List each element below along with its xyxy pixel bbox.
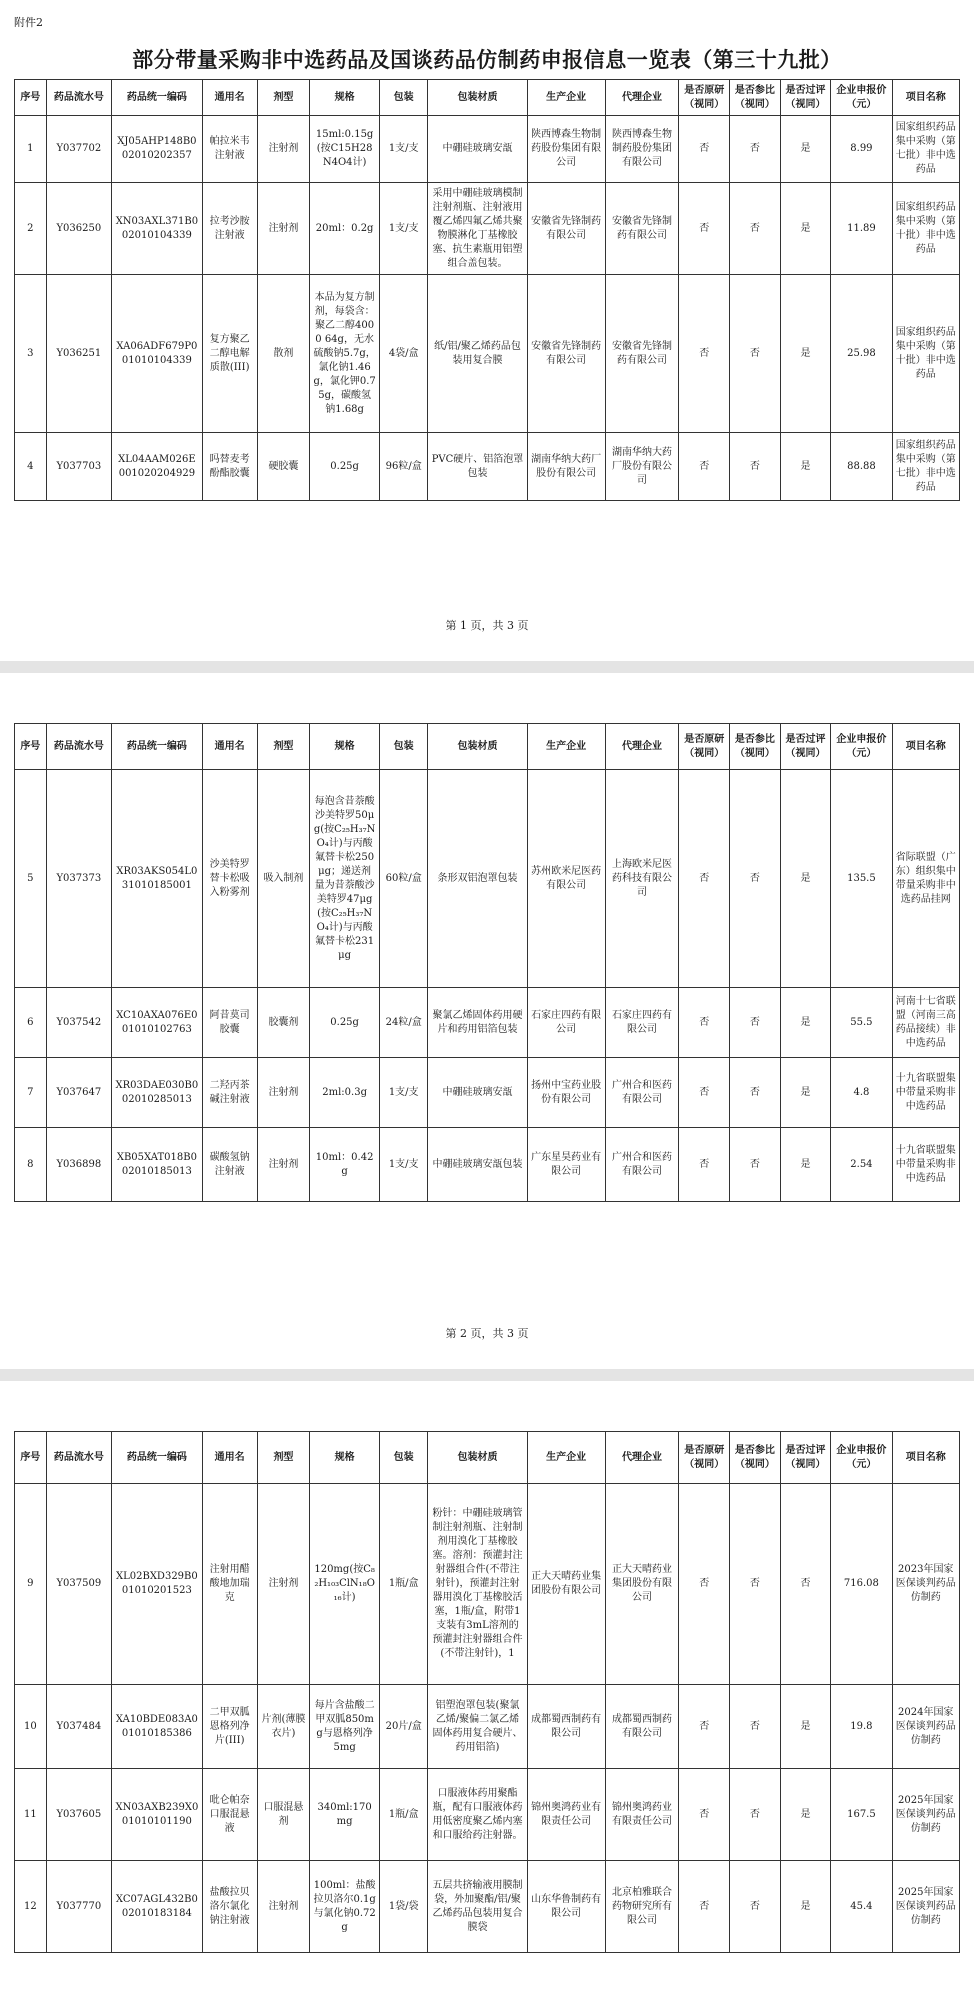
table-cell: 是	[780, 275, 831, 433]
column-header: 是否参比（视同）	[730, 724, 781, 770]
table-cell: 每片含盐酸二甲双胍850mg与恩格列净5mg	[310, 1685, 380, 1769]
table-cell: XA10BDE083A001010185386	[112, 1685, 203, 1769]
table-cell: 0.25g	[310, 433, 380, 501]
page-separator	[0, 661, 974, 673]
table-cell: 8	[15, 1128, 47, 1202]
table-cell: 聚氯乙烯固体药用硬片和药用铝箔包装	[428, 988, 527, 1058]
table-cell: 3	[15, 275, 47, 433]
table-cell: 锦州奥鸿药业有限责任公司	[605, 1769, 679, 1861]
column-header: 生产企业	[527, 80, 605, 116]
table-row	[15, 988, 960, 1058]
table-cell: 注射剂	[257, 1058, 310, 1128]
table-cell: 4袋/盒	[379, 275, 428, 433]
table-cell: 2023年国家医保谈判药品仿制药	[892, 1484, 960, 1685]
column-header: 序号	[15, 80, 47, 116]
table-cell: 注射剂	[257, 116, 310, 183]
table-cell: XB05XAT018B002010185013	[112, 1128, 203, 1202]
column-header: 是否参比（视同）	[730, 1432, 781, 1484]
table-cell: 1支/支	[379, 1128, 428, 1202]
table-cell: 55.5	[831, 988, 892, 1058]
table-cell: 碳酸氢钠注射液	[202, 1128, 257, 1202]
table-cell: XC07AGL432B002010183184	[112, 1861, 203, 1953]
table-cell: 否	[730, 116, 781, 183]
table-cell: 167.5	[831, 1769, 892, 1861]
table-cell: 吡仑帕奈口服混悬液	[202, 1769, 257, 1861]
table-cell: 否	[679, 183, 730, 275]
column-header: 包装	[379, 1432, 428, 1484]
table-cell: 湖南华纳大药厂股份有限公司	[527, 433, 605, 501]
column-header: 包装	[379, 724, 428, 770]
table-cell: 4.8	[831, 1058, 892, 1128]
table-cell: 1瓶/盒	[379, 1769, 428, 1861]
table-cell: 5	[15, 770, 47, 988]
table-header-row	[15, 724, 960, 770]
table-cell: 否	[730, 988, 781, 1058]
table-cell: 45.4	[831, 1861, 892, 1953]
table-cell: 每泡含昔萘酸沙美特罗50μg(按C₂₅H₃₇NO₄计)与丙酸氟替卡松250μg；递送剂量为昔萘酸沙美特罗47μg(按C₂₅H₃₇NO₄计)与丙酸氟替卡松231μg	[310, 770, 380, 988]
column-header: 包装材质	[428, 724, 527, 770]
table-cell: 国家组织药品集中采购（第七批）非中选药品	[892, 116, 960, 183]
table-cell: 石家庄四药有限公司	[527, 988, 605, 1058]
table-cell: 口服液体药用聚酯瓶，配有口服液体药用低密度聚乙烯内塞和口服给药注射器。	[428, 1769, 527, 1861]
table-cell: 是	[780, 1128, 831, 1202]
table-cell: XL04AAM026E001020204929	[112, 433, 203, 501]
table-cell: 国家组织药品集中采购（第十批）非中选药品	[892, 183, 960, 275]
table-cell: 60粒/盒	[379, 770, 428, 988]
table-cell: 是	[780, 1685, 831, 1769]
table-cell: 2.54	[831, 1128, 892, 1202]
drug-table-page-1	[14, 79, 960, 501]
table-row	[15, 275, 960, 433]
table-cell: Y037542	[46, 988, 111, 1058]
table-cell: Y037509	[46, 1484, 111, 1685]
table-cell: 是	[780, 1058, 831, 1128]
table-cell: 粉针：中硼硅玻璃管制注射剂瓶、注射制剂用溴化丁基橡胶塞。溶剂：预灌封注射器组合件(不带注射针)，预灌封注射器用溴化丁基橡胶活塞，1瓶/盒，附带1支装有3mL溶剂的预灌封注射器组合件(不带注射针)，1	[428, 1484, 527, 1685]
column-header: 代理企业	[605, 724, 679, 770]
table-cell: 盐酸拉贝洛尔氯化钠注射液	[202, 1861, 257, 1953]
page-number: 第 1 页，共 3 页	[445, 619, 529, 632]
table-cell: 24粒/盒	[379, 988, 428, 1058]
table-cell: 7	[15, 1058, 47, 1128]
table-cell: 4	[15, 433, 47, 501]
table-cell: 否	[730, 1058, 781, 1128]
table-cell: Y037484	[46, 1685, 111, 1769]
table-cell: 注射用醋酸地加瑞克	[202, 1484, 257, 1685]
table-cell: 条形双铝泡罩包装	[428, 770, 527, 988]
table-cell: Y037702	[46, 116, 111, 183]
table-cell: 二羟丙茶碱注射液	[202, 1058, 257, 1128]
table-cell: 否	[730, 1861, 781, 1953]
column-header: 项目名称	[892, 1432, 960, 1484]
table-cell: 否	[730, 1128, 781, 1202]
column-header: 是否过评（视同）	[780, 724, 831, 770]
column-header: 包装材质	[428, 1432, 527, 1484]
table-cell: Y037605	[46, 1769, 111, 1861]
table-cell: Y037770	[46, 1861, 111, 1953]
column-header: 药品统一编码	[112, 80, 203, 116]
table-cell: 否	[679, 433, 730, 501]
column-header: 生产企业	[527, 1432, 605, 1484]
table-cell: 2024年国家医保谈判药品仿制药	[892, 1685, 960, 1769]
column-header: 药品流水号	[46, 1432, 111, 1484]
table-cell: 否	[679, 275, 730, 433]
table-cell: XL02BXD329B001010201523	[112, 1484, 203, 1685]
table-cell: 2ml:0.3g	[310, 1058, 380, 1128]
table-cell: XA06ADF679P001010104339	[112, 275, 203, 433]
table-cell: 中硼硅玻璃安瓿包装	[428, 1128, 527, 1202]
table-cell: 否	[730, 183, 781, 275]
column-header: 规格	[310, 1432, 380, 1484]
table-cell: 吸入制剂	[257, 770, 310, 988]
drug-table-page-2	[14, 723, 960, 1202]
table-cell: 苏州欧米尼医药有限公司	[527, 770, 605, 988]
table-cell: 省际联盟（广东）组织集中带量采购非中选药品挂网	[892, 770, 960, 988]
table-cell: PVC硬片、铝箔泡罩包装	[428, 433, 527, 501]
column-header: 生产企业	[527, 724, 605, 770]
table-cell: 安徽省先锋制药有限公司	[527, 275, 605, 433]
table-cell: XR03AKS054L031010185001	[112, 770, 203, 988]
table-row	[15, 770, 960, 988]
table-cell: 沙美特罗替卡松吸入粉雾剂	[202, 770, 257, 988]
table-cell: 注射剂	[257, 183, 310, 275]
table-cell: 1支/支	[379, 1058, 428, 1128]
table-cell: 正大天晴药业集团股份有限公司	[605, 1484, 679, 1685]
table-cell: 纸/铝/聚乙烯药品包装用复合膜	[428, 275, 527, 433]
table-cell: 2	[15, 183, 47, 275]
table-cell: 成都蜀西制药有限公司	[527, 1685, 605, 1769]
table-cell: 广东星昊药业有限公司	[527, 1128, 605, 1202]
table-cell: 铝塑泡罩包装(聚氯乙烯/聚偏二氯乙烯固体药用复合硬片、药用铝箔)	[428, 1685, 527, 1769]
table-cell: 否	[730, 1769, 781, 1861]
table-cell: 1支/支	[379, 183, 428, 275]
table-cell: 1支/支	[379, 116, 428, 183]
column-header: 药品流水号	[46, 80, 111, 116]
table-cell: Y036251	[46, 275, 111, 433]
column-header: 药品统一编码	[112, 1432, 203, 1484]
column-header: 包装材质	[428, 80, 527, 116]
table-cell: 中硼硅玻璃安瓿	[428, 116, 527, 183]
table-cell: 北京柏雅联合药物研究所有限公司	[605, 1861, 679, 1953]
table-row	[15, 1128, 960, 1202]
table-cell: 8.99	[831, 116, 892, 183]
drug-table-page-3	[14, 1431, 960, 1953]
table-row	[15, 1861, 960, 1953]
table-cell: 10ml：0.42g	[310, 1128, 380, 1202]
table-cell: 是	[780, 1769, 831, 1861]
table-cell: 88.88	[831, 433, 892, 501]
table-cell: Y037647	[46, 1058, 111, 1128]
column-header: 通用名	[202, 1432, 257, 1484]
table-header-row	[15, 80, 960, 116]
table-cell: 本品为复方制剂，每袋含：聚乙二醇4000 64g，无水硫酸钠5.7g，氯化钠1.46g，氯化钾0.75g，碳酸氢钠1.68g	[310, 275, 380, 433]
table-cell: 是	[780, 988, 831, 1058]
column-header: 通用名	[202, 724, 257, 770]
table-cell: 是	[780, 1861, 831, 1953]
table-cell: 二甲双胍恩格列净片(III)	[202, 1685, 257, 1769]
table-cell: 否	[679, 1861, 730, 1953]
table-cell: 6	[15, 988, 47, 1058]
table-cell: 否	[679, 1128, 730, 1202]
table-cell: 广州合和医药有限公司	[605, 1128, 679, 1202]
page-number: 第 2 页，共 3 页	[445, 1327, 529, 1340]
table-cell: 10	[15, 1685, 47, 1769]
table-cell: 否	[679, 988, 730, 1058]
column-header: 企业申报价（元）	[831, 724, 892, 770]
table-cell: 11.89	[831, 183, 892, 275]
column-header: 药品统一编码	[112, 724, 203, 770]
table-cell: 拉考沙胺注射液	[202, 183, 257, 275]
table-cell: 片剂(薄膜衣片)	[257, 1685, 310, 1769]
table-cell: 锦州奥鸿药业有限责任公司	[527, 1769, 605, 1861]
table-cell: 100ml：盐酸拉贝洛尔0.1g与氯化钠0.72g	[310, 1861, 380, 1953]
table-cell: 9	[15, 1484, 47, 1685]
column-header: 剂型	[257, 1432, 310, 1484]
column-header: 企业申报价（元）	[831, 1432, 892, 1484]
table-cell: 否	[730, 275, 781, 433]
table-cell: 否	[730, 770, 781, 988]
table-cell: 注射剂	[257, 1861, 310, 1953]
table-cell: 否	[679, 1769, 730, 1861]
table-cell: 国家组织药品集中采购（第七批）非中选药品	[892, 433, 960, 501]
table-row	[15, 1769, 960, 1861]
table-cell: 否	[780, 1484, 831, 1685]
table-cell: 散剂	[257, 275, 310, 433]
table-row	[15, 116, 960, 183]
table-row	[15, 1058, 960, 1128]
table-cell: 25.98	[831, 275, 892, 433]
table-cell: Y037373	[46, 770, 111, 988]
table-cell: 湖南华纳大药厂股份有限公司	[605, 433, 679, 501]
table-cell: 硬胶囊	[257, 433, 310, 501]
page-title: 部分带量采购非中选药品及国谈药品仿制药申报信息一览表（第三十九批）	[132, 47, 842, 72]
page-separator	[0, 1369, 974, 1381]
table-cell: Y036250	[46, 183, 111, 275]
table-cell: XJ05AHP148B002010202357	[112, 116, 203, 183]
table-cell: 上海欧米尼医药科技有限公司	[605, 770, 679, 988]
table-cell: 国家组织药品集中采购（第十批）非中选药品	[892, 275, 960, 433]
table-cell: Y037703	[46, 433, 111, 501]
table-cell: 否	[679, 1484, 730, 1685]
table-cell: 十九省联盟集中带量采购非中选药品	[892, 1128, 960, 1202]
table-cell: 否	[730, 1685, 781, 1769]
table-cell: 注射剂	[257, 1484, 310, 1685]
column-header: 项目名称	[892, 724, 960, 770]
column-header: 是否过评（视同）	[780, 80, 831, 116]
table-cell: 正大天晴药业集团股份有限公司	[527, 1484, 605, 1685]
table-cell: 复方聚乙二醇电解质散(III)	[202, 275, 257, 433]
table-row	[15, 1685, 960, 1769]
column-header: 通用名	[202, 80, 257, 116]
column-header: 药品流水号	[46, 724, 111, 770]
table-cell: 广州合和医药有限公司	[605, 1058, 679, 1128]
table-cell: 十九省联盟集中带量采购非中选药品	[892, 1058, 960, 1128]
table-cell: 135.5	[831, 770, 892, 988]
column-header: 是否过评（视同）	[780, 1432, 831, 1484]
column-header: 规格	[310, 724, 380, 770]
table-cell: 河南十七省联盟（河南三高药品接续）非中选药品	[892, 988, 960, 1058]
table-cell: 否	[679, 116, 730, 183]
table-row	[15, 433, 960, 501]
column-header: 代理企业	[605, 80, 679, 116]
attachment-label: 附件2	[14, 16, 43, 29]
column-header: 是否参比（视同）	[730, 80, 781, 116]
column-header: 剂型	[257, 80, 310, 116]
table-cell: 注射剂	[257, 1128, 310, 1202]
table-cell: 是	[780, 433, 831, 501]
table-cell: 安徽省先锋制药有限公司	[605, 275, 679, 433]
table-cell: 0.25g	[310, 988, 380, 1058]
table-cell: XR03DAE030B002010285013	[112, 1058, 203, 1128]
table-cell: 吗替麦考酚酯胶囊	[202, 433, 257, 501]
table-cell: 1袋/袋	[379, 1861, 428, 1953]
table-cell: 安徽省先锋制药有限公司	[605, 183, 679, 275]
table-cell: 否	[679, 1058, 730, 1128]
table-cell: 山东华鲁制药有限公司	[527, 1861, 605, 1953]
column-header: 是否原研（视同）	[679, 1432, 730, 1484]
column-header: 代理企业	[605, 1432, 679, 1484]
table-cell: 120mg(按C₈₂H₁₀₃ClN₁₈O₁₆计)	[310, 1484, 380, 1685]
table-cell: XC10AXA076E001010102763	[112, 988, 203, 1058]
column-header: 规格	[310, 80, 380, 116]
table-cell: 2025年国家医保谈判药品仿制药	[892, 1861, 960, 1953]
table-cell: 1	[15, 116, 47, 183]
table-row	[15, 1484, 960, 1685]
table-cell: 口服混悬剂	[257, 1769, 310, 1861]
table-cell: 是	[780, 116, 831, 183]
column-header: 企业申报价（元）	[831, 80, 892, 116]
column-header: 序号	[15, 724, 47, 770]
table-cell: 扬州中宝药业股份有限公司	[527, 1058, 605, 1128]
table-cell: 采用中硼硅玻璃模制注射剂瓶、注射液用覆乙烯四氟乙烯共聚物膜淋化丁基橡胶塞、抗生素瓶用铝塑组合盖包装。	[428, 183, 527, 275]
table-cell: 340ml:170mg	[310, 1769, 380, 1861]
table-cell: 成都蜀西制药有限公司	[605, 1685, 679, 1769]
table-cell: 帕拉米韦注射液	[202, 116, 257, 183]
column-header: 包装	[379, 80, 428, 116]
table-cell: 阿昔莫司胶囊	[202, 988, 257, 1058]
table-cell: 陕西博森生物制药股份集团有限公司	[605, 116, 679, 183]
table-cell: XN03AXB239X001010101190	[112, 1769, 203, 1861]
table-cell: 否	[679, 770, 730, 988]
table-cell: 否	[679, 1685, 730, 1769]
table-cell: 陕西博森生物制药股份集团有限公司	[527, 116, 605, 183]
table-cell: 五层共挤输液用膜制袋，外加聚酯/铝/聚乙烯药品包装用复合膜袋	[428, 1861, 527, 1953]
table-cell: 2025年国家医保谈判药品仿制药	[892, 1769, 960, 1861]
table-cell: 19.8	[831, 1685, 892, 1769]
table-cell: 否	[730, 1484, 781, 1685]
table-cell: 否	[730, 433, 781, 501]
table-cell: 716.08	[831, 1484, 892, 1685]
table-cell: 安徽省先锋制药有限公司	[527, 183, 605, 275]
table-cell: 15ml:0.15g(按C15H28N4O4计)	[310, 116, 380, 183]
table-cell: 96粒/盒	[379, 433, 428, 501]
table-cell: 1瓶/盒	[379, 1484, 428, 1685]
table-cell: 20ml：0.2g	[310, 183, 380, 275]
column-header: 是否原研（视同）	[679, 80, 730, 116]
table-cell: 20片/盒	[379, 1685, 428, 1769]
table-cell: 胶囊剂	[257, 988, 310, 1058]
column-header: 剂型	[257, 724, 310, 770]
table-cell: 是	[780, 770, 831, 988]
column-header: 是否原研（视同）	[679, 724, 730, 770]
table-cell: 石家庄四药有限公司	[605, 988, 679, 1058]
table-cell: 12	[15, 1861, 47, 1953]
column-header: 项目名称	[892, 80, 960, 116]
table-cell: XN03AXL371B002010104339	[112, 183, 203, 275]
table-header-row	[15, 1432, 960, 1484]
table-cell: 11	[15, 1769, 47, 1861]
table-cell: 中硼硅玻璃安瓿	[428, 1058, 527, 1128]
table-cell: Y036898	[46, 1128, 111, 1202]
table-row	[15, 183, 960, 275]
table-cell: 是	[780, 183, 831, 275]
column-header: 序号	[15, 1432, 47, 1484]
